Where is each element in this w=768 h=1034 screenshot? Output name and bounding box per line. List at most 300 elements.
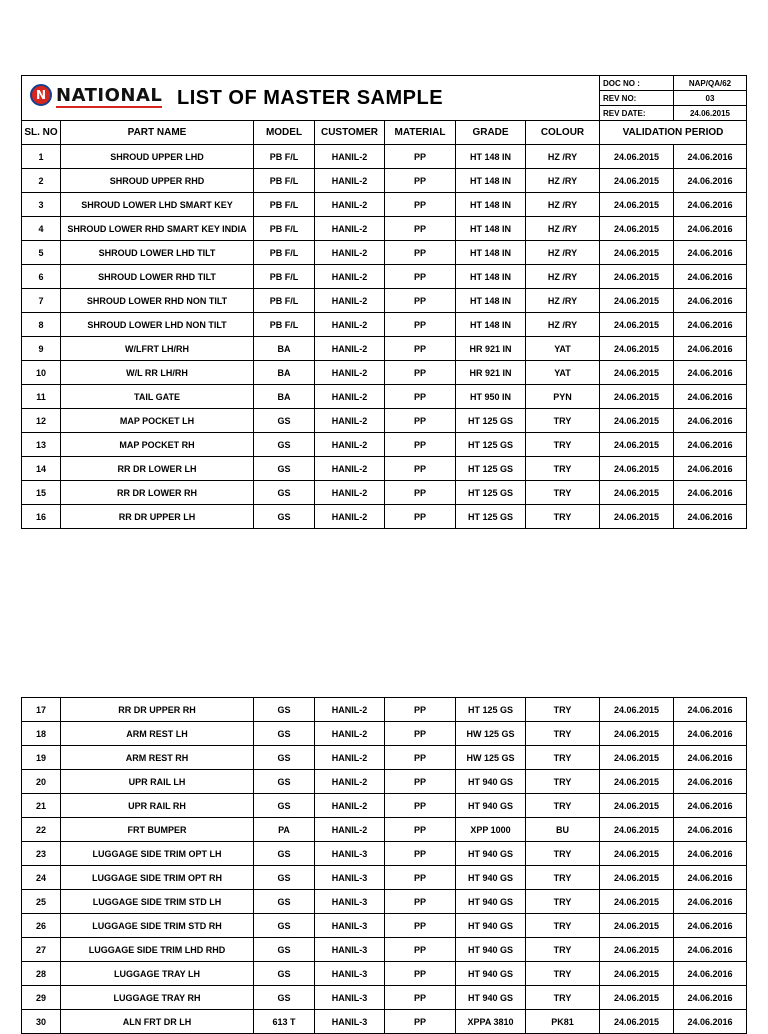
model-cell: PB F/L [254, 313, 315, 337]
table-row [22, 217, 747, 241]
sl-no-cell: 16 [22, 505, 61, 529]
col-model: MODEL [254, 121, 315, 145]
rev-no-value: 03 [674, 91, 747, 106]
table-row [22, 914, 747, 938]
sl-no-cell: 23 [22, 842, 61, 866]
valid-to-cell: 24.06.2016 [674, 866, 747, 890]
valid-from-cell: 24.06.2015 [600, 770, 674, 794]
sl-no-cell: 21 [22, 794, 61, 818]
part-name-cell: LUGGAGE SIDE TRIM OPT RH [61, 866, 254, 890]
table-row [22, 794, 747, 818]
grade-cell: HT 148 IN [456, 241, 526, 265]
colour-cell: HZ /RY [526, 169, 600, 193]
table-row [22, 746, 747, 770]
table-row [22, 289, 747, 313]
table-row [22, 986, 747, 1010]
model-cell: PB F/L [254, 265, 315, 289]
model-cell: PB F/L [254, 145, 315, 169]
part-name-cell: MAP POCKET LH [61, 409, 254, 433]
grade-cell: HT 125 GS [456, 698, 526, 722]
valid-to-cell: 24.06.2016 [674, 457, 747, 481]
part-name-cell: SHROUD LOWER RHD SMART KEY INDIA [61, 217, 254, 241]
colour-cell: TRY [526, 722, 600, 746]
valid-from-cell: 24.06.2015 [600, 698, 674, 722]
colour-cell: TRY [526, 409, 600, 433]
table-row [22, 842, 747, 866]
col-grade: GRADE [456, 121, 526, 145]
grade-cell: HT 940 GS [456, 842, 526, 866]
sl-no-cell: 4 [22, 217, 61, 241]
model-cell: GS [254, 722, 315, 746]
col-validation-period: VALIDATION PERIOD [600, 121, 747, 145]
colour-cell: HZ /RY [526, 265, 600, 289]
colour-cell: PYN [526, 385, 600, 409]
rev-no-label: REV NO: [600, 91, 674, 106]
valid-to-cell: 24.06.2016 [674, 986, 747, 1010]
model-cell: GS [254, 890, 315, 914]
customer-cell: HANIL-2 [315, 818, 385, 842]
valid-to-cell: 24.06.2016 [674, 938, 747, 962]
table-row [22, 866, 747, 890]
valid-from-cell: 24.06.2015 [600, 505, 674, 529]
sl-no-cell: 3 [22, 193, 61, 217]
material-cell: PP [385, 337, 456, 361]
col-sl-no: SL. NO [22, 121, 61, 145]
material-cell: PP [385, 241, 456, 265]
valid-from-cell: 24.06.2015 [600, 1010, 674, 1034]
model-cell: GS [254, 938, 315, 962]
grade-cell: HT 940 GS [456, 794, 526, 818]
customer-cell: HANIL-3 [315, 962, 385, 986]
table-row [22, 265, 747, 289]
valid-from-cell: 24.06.2015 [600, 145, 674, 169]
sl-no-cell: 12 [22, 409, 61, 433]
logo-text: NATIONAL [56, 84, 163, 106]
customer-cell: HANIL-3 [315, 1010, 385, 1034]
table-row [22, 1010, 747, 1034]
part-name-cell: LUGGAGE TRAY RH [61, 986, 254, 1010]
table-row [22, 313, 747, 337]
grade-cell: HW 125 GS [456, 746, 526, 770]
customer-cell: HANIL-3 [315, 890, 385, 914]
valid-to-cell: 24.06.2016 [674, 698, 747, 722]
part-name-cell: LUGGAGE SIDE TRIM LHD RHD [61, 938, 254, 962]
material-cell: PP [385, 818, 456, 842]
material-cell: PP [385, 866, 456, 890]
part-name-cell: ARM REST RH [61, 746, 254, 770]
material-cell: PP [385, 722, 456, 746]
sl-no-cell: 5 [22, 241, 61, 265]
customer-cell: HANIL-2 [315, 193, 385, 217]
material-cell: PP [385, 986, 456, 1010]
model-cell: GS [254, 866, 315, 890]
colour-cell: YAT [526, 337, 600, 361]
sl-no-cell: 9 [22, 337, 61, 361]
colour-cell: TRY [526, 770, 600, 794]
part-name-cell: RR DR LOWER RH [61, 481, 254, 505]
valid-from-cell: 24.06.2015 [600, 914, 674, 938]
valid-from-cell: 24.06.2015 [600, 890, 674, 914]
valid-to-cell: 24.06.2016 [674, 505, 747, 529]
material-cell: PP [385, 938, 456, 962]
valid-from-cell: 24.06.2015 [600, 457, 674, 481]
colour-cell: TRY [526, 433, 600, 457]
col-colour: COLOUR [526, 121, 600, 145]
model-cell: GS [254, 698, 315, 722]
valid-to-cell: 24.06.2016 [674, 722, 747, 746]
model-cell: GS [254, 457, 315, 481]
grade-cell: HT 940 GS [456, 890, 526, 914]
valid-to-cell: 24.06.2016 [674, 433, 747, 457]
material-cell: PP [385, 457, 456, 481]
valid-to-cell: 24.06.2016 [674, 794, 747, 818]
sl-no-cell: 13 [22, 433, 61, 457]
material-cell: PP [385, 770, 456, 794]
valid-from-cell: 24.06.2015 [600, 241, 674, 265]
model-cell: BA [254, 385, 315, 409]
model-cell: GS [254, 505, 315, 529]
customer-cell: HANIL-2 [315, 289, 385, 313]
document-header [22, 76, 600, 121]
material-cell: PP [385, 505, 456, 529]
model-cell: PA [254, 818, 315, 842]
valid-from-cell: 24.06.2015 [600, 818, 674, 842]
page-title: LIST OF MASTER SAMPLE [177, 87, 444, 109]
material-cell: PP [385, 193, 456, 217]
valid-from-cell: 24.06.2015 [600, 409, 674, 433]
valid-from-cell: 24.06.2015 [600, 962, 674, 986]
valid-to-cell: 24.06.2016 [674, 385, 747, 409]
grade-cell: XPPA 3810 [456, 1010, 526, 1034]
col-part-name: PART NAME [61, 121, 254, 145]
customer-cell: HANIL-2 [315, 217, 385, 241]
material-cell: PP [385, 698, 456, 722]
sl-no-cell: 29 [22, 986, 61, 1010]
colour-cell: HZ /RY [526, 217, 600, 241]
valid-from-cell: 24.06.2015 [600, 217, 674, 241]
sl-no-cell: 26 [22, 914, 61, 938]
part-name-cell: LUGGAGE SIDE TRIM OPT LH [61, 842, 254, 866]
col-customer: CUSTOMER [315, 121, 385, 145]
valid-from-cell: 24.06.2015 [600, 193, 674, 217]
valid-from-cell: 24.06.2015 [600, 361, 674, 385]
part-name-cell: FRT BUMPER [61, 818, 254, 842]
model-cell: GS [254, 770, 315, 794]
part-name-cell: SHROUD LOWER LHD TILT [61, 241, 254, 265]
table-row [22, 698, 747, 722]
sl-no-cell: 22 [22, 818, 61, 842]
valid-from-cell: 24.06.2015 [600, 938, 674, 962]
part-name-cell: W/L RR LH/RH [61, 361, 254, 385]
sl-no-cell: 6 [22, 265, 61, 289]
grade-cell: HT 148 IN [456, 193, 526, 217]
colour-cell: TRY [526, 794, 600, 818]
valid-from-cell: 24.06.2015 [600, 746, 674, 770]
model-cell: GS [254, 842, 315, 866]
part-name-cell: SHROUD LOWER LHD SMART KEY [61, 193, 254, 217]
table-row [22, 770, 747, 794]
colour-cell: TRY [526, 962, 600, 986]
part-name-cell: MAP POCKET RH [61, 433, 254, 457]
valid-to-cell: 24.06.2016 [674, 818, 747, 842]
table-row [22, 169, 747, 193]
sl-no-cell: 20 [22, 770, 61, 794]
table-row [22, 962, 747, 986]
sl-no-cell: 28 [22, 962, 61, 986]
valid-to-cell: 24.06.2016 [674, 361, 747, 385]
part-name-cell: SHROUD LOWER RHD TILT [61, 265, 254, 289]
customer-cell: HANIL-3 [315, 986, 385, 1010]
part-name-cell: LUGGAGE SIDE TRIM STD LH [61, 890, 254, 914]
part-name-cell: SHROUD LOWER RHD NON TILT [61, 289, 254, 313]
sl-no-cell: 1 [22, 145, 61, 169]
customer-cell: HANIL-3 [315, 842, 385, 866]
grade-cell: HT 950 IN [456, 385, 526, 409]
sl-no-cell: 27 [22, 938, 61, 962]
customer-cell: HANIL-2 [315, 241, 385, 265]
grade-cell: HT 125 GS [456, 457, 526, 481]
customer-cell: HANIL-2 [315, 457, 385, 481]
customer-cell: HANIL-2 [315, 505, 385, 529]
material-cell: PP [385, 433, 456, 457]
sl-no-cell: 8 [22, 313, 61, 337]
grade-cell: HT 940 GS [456, 962, 526, 986]
valid-to-cell: 24.06.2016 [674, 481, 747, 505]
grade-cell: HT 125 GS [456, 481, 526, 505]
valid-to-cell: 24.06.2016 [674, 241, 747, 265]
colour-cell: TRY [526, 842, 600, 866]
colour-cell: TRY [526, 986, 600, 1010]
material-cell: PP [385, 385, 456, 409]
colour-cell: TRY [526, 914, 600, 938]
table-row [22, 385, 747, 409]
material-cell: PP [385, 265, 456, 289]
customer-cell: HANIL-2 [315, 169, 385, 193]
grade-cell: HT 148 IN [456, 313, 526, 337]
grade-cell: XPP 1000 [456, 818, 526, 842]
colour-cell: HZ /RY [526, 145, 600, 169]
material-cell: PP [385, 746, 456, 770]
grade-cell: HT 148 IN [456, 289, 526, 313]
valid-to-cell: 24.06.2016 [674, 1010, 747, 1034]
valid-to-cell: 24.06.2016 [674, 193, 747, 217]
customer-cell: HANIL-2 [315, 313, 385, 337]
sl-no-cell: 24 [22, 866, 61, 890]
table-row [22, 722, 747, 746]
valid-to-cell: 24.06.2016 [674, 842, 747, 866]
customer-cell: HANIL-2 [315, 433, 385, 457]
colour-cell: HZ /RY [526, 313, 600, 337]
table-row [22, 457, 747, 481]
model-cell: 613 T [254, 1010, 315, 1034]
customer-cell: HANIL-3 [315, 866, 385, 890]
material-cell: PP [385, 1010, 456, 1034]
material-cell: PP [385, 794, 456, 818]
sl-no-cell: 19 [22, 746, 61, 770]
grade-cell: HT 940 GS [456, 914, 526, 938]
part-name-cell: RR DR UPPER LH [61, 505, 254, 529]
table-row [22, 193, 747, 217]
part-name-cell: TAIL GATE [61, 385, 254, 409]
valid-from-cell: 24.06.2015 [600, 794, 674, 818]
part-name-cell: RR DR UPPER RH [61, 698, 254, 722]
valid-to-cell: 24.06.2016 [674, 169, 747, 193]
valid-to-cell: 24.06.2016 [674, 914, 747, 938]
material-cell: PP [385, 313, 456, 337]
customer-cell: HANIL-2 [315, 746, 385, 770]
customer-cell: HANIL-2 [315, 337, 385, 361]
valid-to-cell: 24.06.2016 [674, 962, 747, 986]
valid-from-cell: 24.06.2015 [600, 385, 674, 409]
col-material: MATERIAL [385, 121, 456, 145]
customer-cell: HANIL-3 [315, 914, 385, 938]
material-cell: PP [385, 145, 456, 169]
table-row [22, 938, 747, 962]
material-cell: PP [385, 890, 456, 914]
valid-to-cell: 24.06.2016 [674, 337, 747, 361]
model-cell: GS [254, 962, 315, 986]
grade-cell: HT 148 IN [456, 169, 526, 193]
colour-cell: HZ /RY [526, 289, 600, 313]
part-name-cell: ARM REST LH [61, 722, 254, 746]
valid-to-cell: 24.06.2016 [674, 890, 747, 914]
rev-date-label: REV DATE: [600, 106, 674, 121]
sl-no-cell: 7 [22, 289, 61, 313]
valid-to-cell: 24.06.2016 [674, 289, 747, 313]
table-row [22, 241, 747, 265]
grade-cell: HT 148 IN [456, 145, 526, 169]
customer-cell: HANIL-2 [315, 385, 385, 409]
model-cell: PB F/L [254, 217, 315, 241]
master-sample-table-page1 [21, 75, 747, 529]
grade-cell: HT 940 GS [456, 938, 526, 962]
table-row [22, 433, 747, 457]
material-cell: PP [385, 914, 456, 938]
colour-cell: TRY [526, 698, 600, 722]
grade-cell: HT 940 GS [456, 986, 526, 1010]
valid-to-cell: 24.06.2016 [674, 217, 747, 241]
rev-date-value: 24.06.2015 [674, 106, 747, 121]
grade-cell: HT 125 GS [456, 433, 526, 457]
valid-to-cell: 24.06.2016 [674, 770, 747, 794]
sl-no-cell: 14 [22, 457, 61, 481]
model-cell: GS [254, 794, 315, 818]
colour-cell: TRY [526, 481, 600, 505]
part-name-cell: ALN FRT DR LH [61, 1010, 254, 1034]
sl-no-cell: 18 [22, 722, 61, 746]
model-cell: GS [254, 746, 315, 770]
grade-cell: HT 125 GS [456, 409, 526, 433]
model-cell: GS [254, 986, 315, 1010]
model-cell: PB F/L [254, 289, 315, 313]
model-cell: BA [254, 361, 315, 385]
material-cell: PP [385, 289, 456, 313]
part-name-cell: UPR RAIL LH [61, 770, 254, 794]
company-logo [30, 84, 162, 106]
valid-from-cell: 24.06.2015 [600, 169, 674, 193]
colour-cell: YAT [526, 361, 600, 385]
table-row [22, 505, 747, 529]
colour-cell: TRY [526, 890, 600, 914]
table-row [22, 337, 747, 361]
valid-to-cell: 24.06.2016 [674, 265, 747, 289]
sl-no-cell: 25 [22, 890, 61, 914]
valid-from-cell: 24.06.2015 [600, 433, 674, 457]
customer-cell: HANIL-2 [315, 145, 385, 169]
table-row [22, 818, 747, 842]
material-cell: PP [385, 481, 456, 505]
grade-cell: HR 921 IN [456, 337, 526, 361]
part-name-cell: LUGGAGE SIDE TRIM STD RH [61, 914, 254, 938]
model-cell: PB F/L [254, 193, 315, 217]
material-cell: PP [385, 169, 456, 193]
customer-cell: HANIL-2 [315, 770, 385, 794]
customer-cell: HANIL-2 [315, 361, 385, 385]
part-name-cell: LUGGAGE TRAY LH [61, 962, 254, 986]
colour-cell: BU [526, 818, 600, 842]
colour-cell: TRY [526, 866, 600, 890]
part-name-cell: SHROUD UPPER LHD [61, 145, 254, 169]
table-row [22, 409, 747, 433]
sl-no-cell: 10 [22, 361, 61, 385]
doc-no-value: NAP/QA/62 [674, 76, 747, 91]
valid-from-cell: 24.06.2015 [600, 313, 674, 337]
material-cell: PP [385, 361, 456, 385]
customer-cell: HANIL-3 [315, 938, 385, 962]
customer-cell: HANIL-2 [315, 698, 385, 722]
grade-cell: HT 940 GS [456, 866, 526, 890]
grade-cell: HT 125 GS [456, 505, 526, 529]
colour-cell: TRY [526, 938, 600, 962]
customer-cell: HANIL-2 [315, 409, 385, 433]
table-row [22, 145, 747, 169]
part-name-cell: SHROUD UPPER RHD [61, 169, 254, 193]
valid-from-cell: 24.06.2015 [600, 866, 674, 890]
colour-cell: TRY [526, 457, 600, 481]
part-name-cell: UPR RAIL RH [61, 794, 254, 818]
valid-from-cell: 24.06.2015 [600, 481, 674, 505]
grade-cell: HT 148 IN [456, 265, 526, 289]
part-name-cell: SHROUD LOWER LHD NON TILT [61, 313, 254, 337]
grade-cell: HT 148 IN [456, 217, 526, 241]
model-cell: GS [254, 433, 315, 457]
colour-cell: HZ /RY [526, 241, 600, 265]
master-sample-table-page2 [21, 697, 747, 1034]
part-name-cell: RR DR LOWER LH [61, 457, 254, 481]
customer-cell: HANIL-2 [315, 794, 385, 818]
valid-to-cell: 24.06.2016 [674, 409, 747, 433]
valid-from-cell: 24.06.2015 [600, 337, 674, 361]
customer-cell: HANIL-2 [315, 481, 385, 505]
table-row [22, 890, 747, 914]
model-cell: GS [254, 409, 315, 433]
table-row [22, 361, 747, 385]
customer-cell: HANIL-2 [315, 265, 385, 289]
grade-cell: HT 940 GS [456, 770, 526, 794]
material-cell: PP [385, 217, 456, 241]
sl-no-cell: 2 [22, 169, 61, 193]
colour-cell: TRY [526, 505, 600, 529]
material-cell: PP [385, 962, 456, 986]
valid-from-cell: 24.06.2015 [600, 722, 674, 746]
model-cell: BA [254, 337, 315, 361]
valid-to-cell: 24.06.2016 [674, 313, 747, 337]
grade-cell: HW 125 GS [456, 722, 526, 746]
valid-to-cell: 24.06.2016 [674, 145, 747, 169]
valid-from-cell: 24.06.2015 [600, 842, 674, 866]
sl-no-cell: 17 [22, 698, 61, 722]
material-cell: PP [385, 842, 456, 866]
